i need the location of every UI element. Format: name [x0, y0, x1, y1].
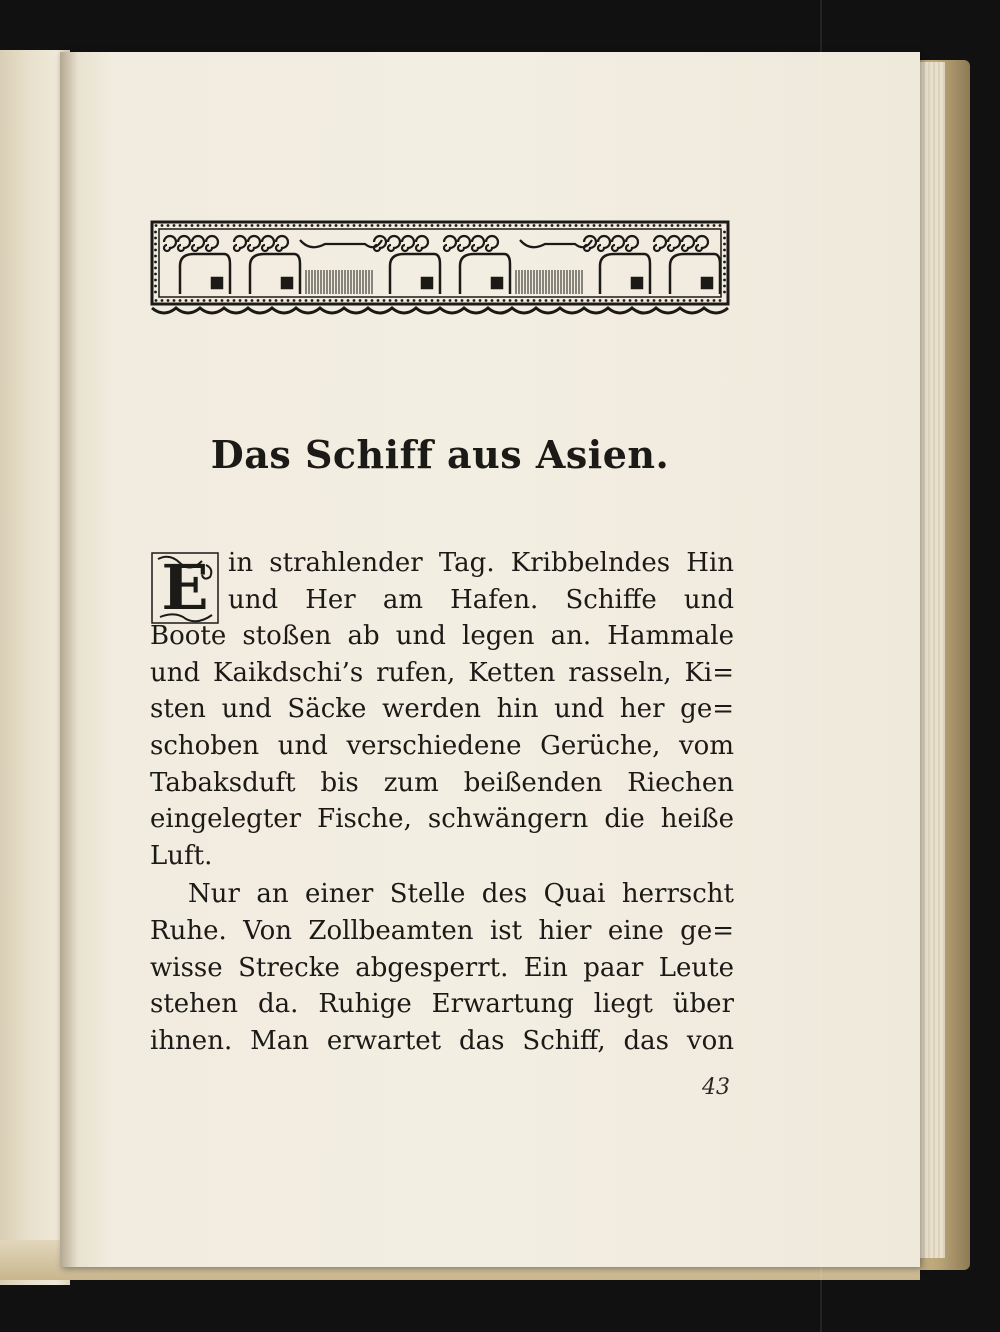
text-line: schoben und verschiedene Gerüche, vom: [150, 730, 734, 761]
dropcap-letter: E: [161, 551, 209, 624]
text-line: in strahlender Tag. Kribbelndes Hin: [228, 548, 734, 578]
text-line: stehen da. Ruhige Erwartung liegt über: [150, 989, 734, 1020]
text-line: ihnen. Man erwartet das Schiff, das von: [150, 1025, 734, 1056]
paragraph-2: [150, 876, 734, 1059]
header-ornament-icon: [150, 220, 730, 320]
text-line: Luft.: [150, 840, 213, 871]
chapter-title: Das Schiff aus Asien.: [210, 432, 670, 477]
text-line: Nur an einer Stelle des Quai herrscht: [188, 879, 734, 910]
text-line: Boote stoßen ab und legen an. Hammale: [150, 621, 734, 652]
dropcap-icon: [150, 551, 220, 625]
body-text: [150, 545, 734, 1059]
text-line: und Her am Hafen. Schiffe und: [228, 584, 734, 615]
text-line: wisse Strecke abgesperrt. Ein paar Leute: [150, 952, 734, 983]
text-line: Ruhe. Von Zollbeamten ist hier eine ge=: [150, 915, 734, 946]
photo-glare: [820, 0, 822, 1332]
text-line: Tabaksduft bis zum beißenden Riechen: [150, 767, 734, 798]
paragraph-1: [150, 545, 734, 874]
page-number: 43: [702, 1075, 730, 1100]
text-line: sten und Säcke werden hin und her ge=: [150, 694, 734, 725]
text-line: eingelegter Fische, schwängern die heiße: [150, 804, 734, 835]
text-line: und Kaikdschi’s rufen, Ketten rasseln, Ki=: [150, 657, 734, 688]
page-gutter-shadow: [60, 52, 78, 1267]
